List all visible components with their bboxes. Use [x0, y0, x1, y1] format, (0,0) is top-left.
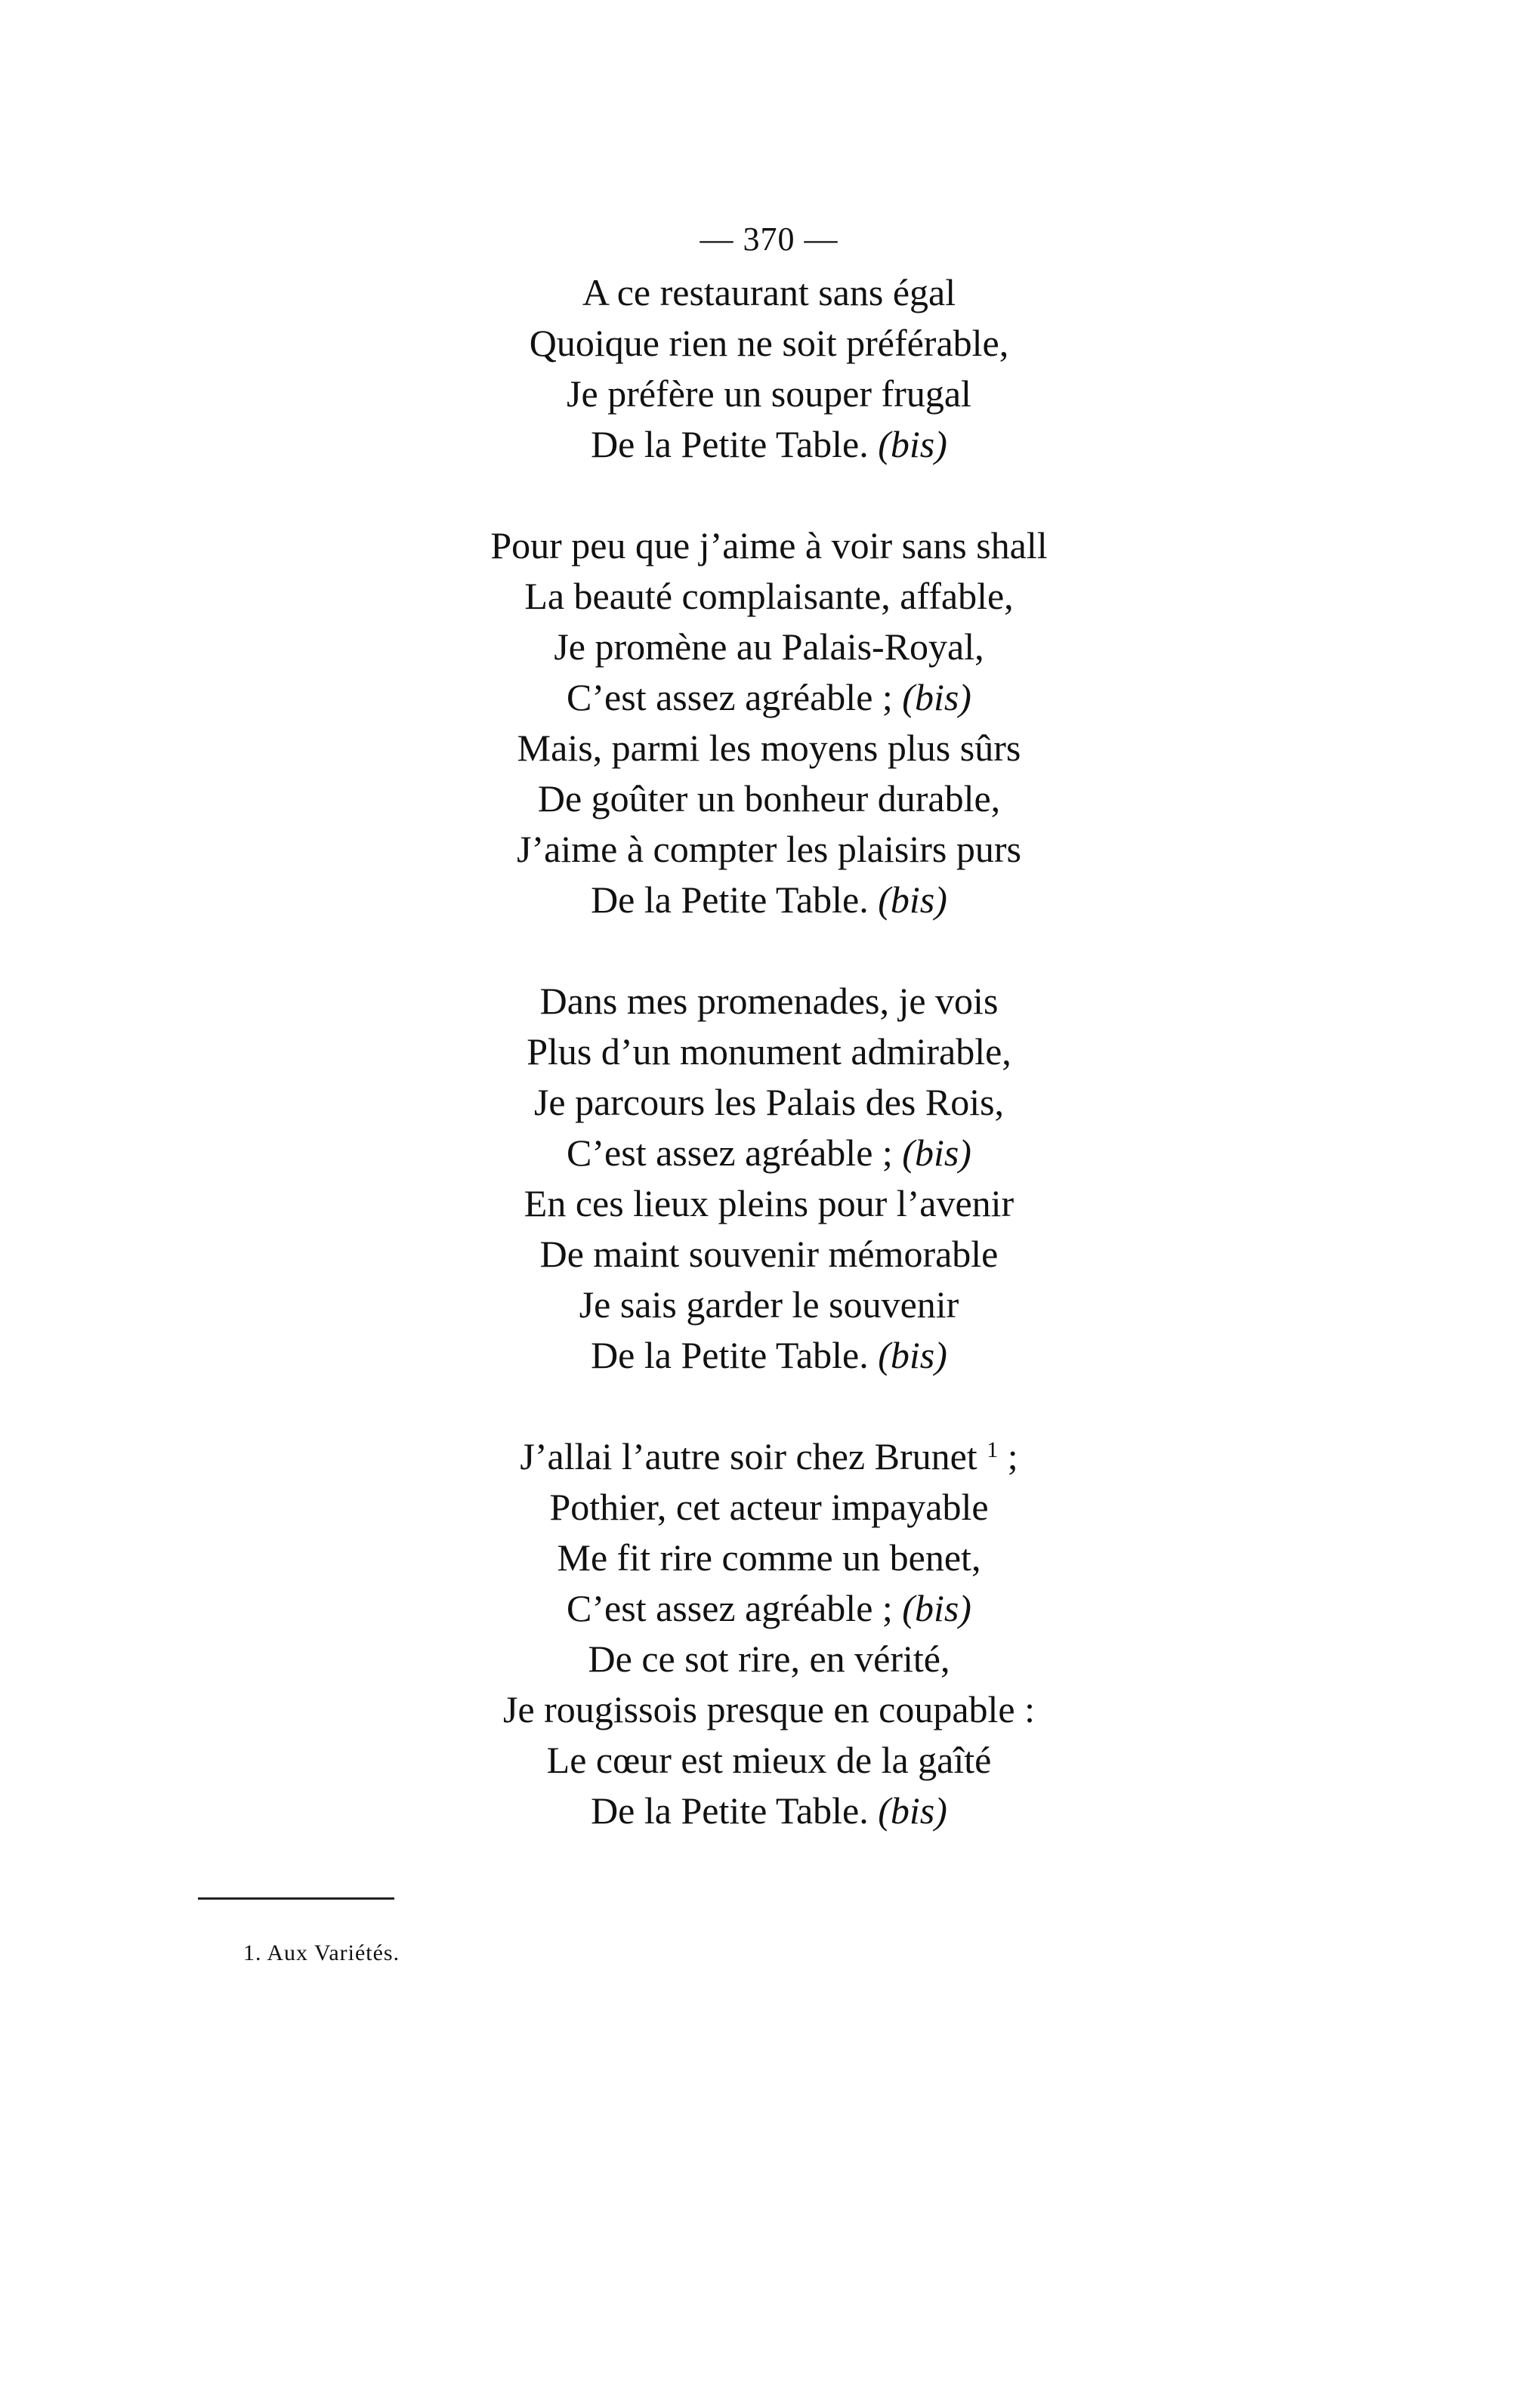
verse-line — [0, 1128, 1538, 1178]
verse-line — [0, 571, 1538, 622]
verse-line — [0, 1583, 1538, 1634]
verse-text: C’est assez agréable ; — [567, 1587, 893, 1629]
verse-line — [0, 1229, 1538, 1280]
footnote-reference: 1 — [987, 1437, 999, 1462]
verse-line — [0, 1533, 1538, 1583]
verse-line — [0, 267, 1538, 318]
verse-text: En ces lieux pleins pour l’avenir — [523, 1182, 1015, 1224]
verse-line — [0, 1634, 1538, 1684]
verse-line — [0, 875, 1538, 925]
verse-line — [0, 369, 1538, 419]
verse-text: J’allai l’autre soir chez Brunet — [520, 1435, 977, 1477]
verse-text: J’aime à compter les plaisirs purs — [517, 828, 1021, 870]
verse-text: De la Petite Table. — [591, 1789, 869, 1832]
verse-text: Mais, parmi les moyens plus sûrs — [517, 727, 1021, 769]
verse-text: Je rougissois presque en coupable : — [502, 1688, 1035, 1730]
verse-line — [0, 1482, 1538, 1533]
verse-text: Je sais garder le souvenir — [579, 1283, 959, 1326]
refrain-marker: (bis) — [878, 1334, 947, 1376]
verse-punctuation: ; — [1007, 1435, 1018, 1477]
footnote-text: Aux Variétés. — [267, 1940, 400, 1965]
verse-line — [0, 1178, 1538, 1229]
refrain-marker: (bis) — [902, 676, 971, 718]
verse-text: De la Petite Table. — [591, 878, 869, 921]
verse-text: Je promène au Palais-Royal, — [554, 625, 984, 668]
verse-text: Me fit rire comme un benet, — [557, 1536, 981, 1579]
verse-text: C’est assez agréable ; — [567, 1131, 893, 1174]
stanza — [0, 520, 1538, 925]
verse-line — [0, 1026, 1538, 1077]
stanza — [0, 267, 1538, 470]
verse-text: Plus d’un monument admirable, — [527, 1030, 1011, 1073]
verse-text: Pour peu que j’aime à voir sans shall — [490, 524, 1048, 566]
refrain-marker: (bis) — [902, 1131, 971, 1174]
verse-text: De la Petite Table. — [591, 423, 869, 465]
verse-line — [0, 419, 1538, 470]
footnote-divider — [198, 1897, 394, 1900]
verse-text: Pothier, cet acteur impayable — [549, 1486, 989, 1528]
verse-text: Je parcours les Palais des Rois, — [533, 1081, 1005, 1123]
footnote-number: 1. — [243, 1940, 262, 1965]
verse-text: A ce restaurant sans égal — [582, 271, 956, 313]
verse-text: Quoique rien ne soit préférable, — [529, 322, 1009, 364]
stanza — [0, 976, 1538, 1381]
verse-line — [0, 318, 1538, 369]
verse-text: Je préfère un souper frugal — [567, 372, 971, 415]
verse-line — [0, 520, 1538, 571]
verse-line — [0, 824, 1538, 875]
verse-line — [0, 1077, 1538, 1128]
verse-text: De ce sot rire, en vérité, — [588, 1638, 950, 1680]
stanza — [0, 1431, 1538, 1836]
verse-line — [0, 1431, 1538, 1482]
verse-text: Le cœur est mieux de la gaîté — [546, 1739, 992, 1781]
verse-line — [0, 1735, 1538, 1786]
verse-text: La beauté complaisante, affable, — [524, 575, 1014, 617]
verse-text: De goûter un bonheur durable, — [537, 777, 1001, 820]
verse-line — [0, 1280, 1538, 1330]
refrain-marker: (bis) — [878, 878, 947, 921]
page-number: — 370 — — [700, 221, 838, 258]
refrain-marker: (bis) — [878, 423, 947, 465]
verse-line — [0, 1330, 1538, 1381]
verse-line — [0, 773, 1538, 824]
verse-text: C’est assez agréable ; — [567, 676, 893, 718]
verse-text: De maint souvenir mémorable — [539, 1233, 999, 1275]
poem — [0, 267, 1538, 1887]
verse-line — [0, 723, 1538, 773]
verse-text: De la Petite Table. — [591, 1334, 869, 1376]
refrain-marker: (bis) — [878, 1789, 947, 1832]
footnote — [243, 1938, 400, 1968]
verse-line — [0, 1684, 1538, 1735]
refrain-marker: (bis) — [902, 1587, 971, 1629]
verse-line — [0, 672, 1538, 723]
verse-line — [0, 976, 1538, 1026]
verse-line — [0, 622, 1538, 672]
verse-line — [0, 1786, 1538, 1836]
verse-text: Dans mes promenades, je vois — [539, 980, 999, 1022]
